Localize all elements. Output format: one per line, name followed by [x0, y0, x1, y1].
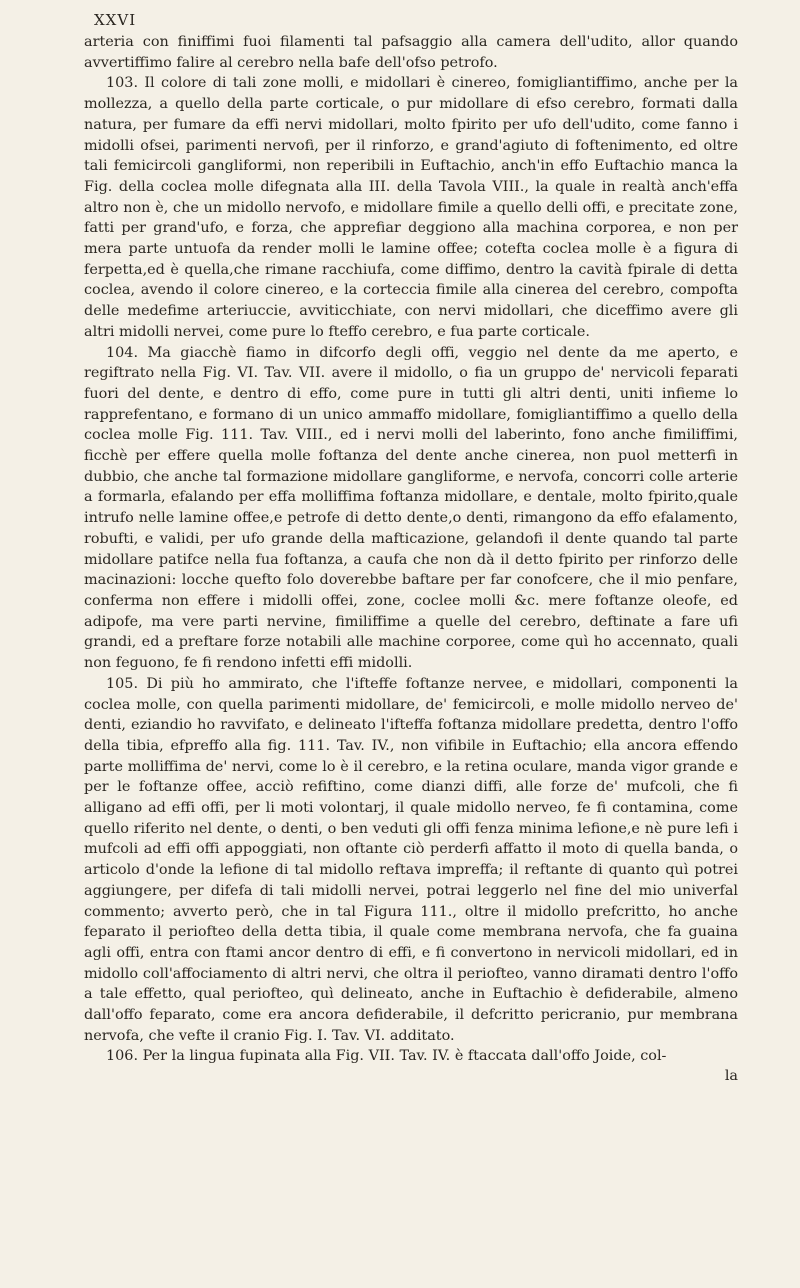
paragraph-text: Per la lingua fupinata alla Fig. VII. Tav. IV. è ftaccata dall'offo Joide, col-: [142, 1048, 667, 1065]
paragraph-number: 104.: [106, 344, 139, 361]
paragraph-number: 105.: [106, 675, 139, 692]
paragraph-text: Ma giacchè fiamo in difcorfo degli offi, veggio nel dente da me aperto, e regiftrato nella Fig. VI. Tav. VII. avere il midollo, o fia un gruppo de' nervicoli feparati fuori del dente, e dentro di effo, come pure in tutti gli altri denti, uniti infieme lo rapprefentano, e formano di un unico ammaffo midollare, fomigliantiffimo a quello della coclea molle Fig. 111. Tav. VIII., ed i nervi molli del laberinto, fono anche fimiliffimi, ficchè per effere quella molle foftanza del dente anche cinerea, non puol metterfi in dubbio, che anche tal formazione midollare gangliforme, e nervofa, concorri colle arterie a formarla, efalando per effa molliffima foftanza midollare, e dentale, molto fpirito,quale intrufo nelle lamine offee,e petrofe di detto dente,o denti, rimangono da effo efalamento, robufti, e validi, per ufo grande della mafticazione, gelandofi il dente quando tal parte midollare patifce nella fua foftanza, a caufa che non dà il detto fpirito per rinforzo delle macinazioni: locche quefto folo doverebbe baftare per far conofcere, che il mio penfare, conferma non effere i midolli offei, zone, coclee molli &c. mere foftanze oleofe, ed adipofe, ma vere parti nervine, fimiliffime a quelle del cerebro, deftinate a fare ufi grandi, ed a preftare forze notabili alle machine corporee, come quì ho accennato, quali non feguono, fe fi rendono infetti effi midolli.: [84, 344, 738, 672]
paragraph: [84, 343, 738, 674]
page-number-header: XXVI: [94, 11, 137, 29]
paragraph-number: 106.: [106, 1048, 139, 1065]
paragraph: [84, 1046, 738, 1067]
paragraph-text: Il colore di tali zone molli, e midollari è cinereo, fomigliantiffimo, anche per la mollezza, a quello della parte corticale, o pur midollare di efso cerebro, formati dalla natura, per fumare da effi nervi midollari, molto fpirito per ufo dell'udito, come fanno i midolli ofsei, parimenti nervofi, per il rinforzo, e grand'agiuto di foftenimento, ed oltre tali femicircoli gangliformi, non reperibili in Euftachio, anch'in effo Euftachio manca la Fig. della coclea molle difegnata alla III. della Tavola VIII., la quale in realtà anch'effa altro non è, che un midollo nervofo, e midollare fimile a quello delli offi, e precitate zone, fatti per grand'ufo, e forza, che apprefiar deggiono alla machina corporea, e non per mera parte untuofa da render molli le lamine offee; cotefta coclea molle è a figura di ferpetta,ed è quella,che rimane racchiufa, come diffimo, dentro la cavità fpirale di detta coclea, avendo il colore cinereo, e la corteccia fimile alla cinerea del cerebro, compofta delle medefime arteriuccie, avviticchiate, con nervi midollari, che diceffimo avere gli altri midolli nervei, come pure lo fteffo cerebro, e fua parte corticale.: [84, 75, 738, 340]
paragraph: [84, 32, 738, 73]
paragraph-text: arteria con finiffimi fuoi filamenti tal pafsaggio alla camera dell'udito, allor quando avvertiffimo falire al cerebro nella bafe dell'ofso petrofo.: [84, 34, 738, 71]
paragraph-number: 103.: [106, 75, 139, 92]
paragraph-text: Di più ho ammirato, che l'ifteffe foftanze nervee, e midollari, componenti la coclea molle, con quella parimenti midollare, de' femicircoli, e molle midollo nerveo de' denti, eziandio ho ravvifato, e delineato l'ifteffa foftanza midollare predetta, dentro l'offo della tibia, efpreffo alla fig. 111. Tav. IV., non vifibile in Euftachio; ella ancora effendo parte molliffima de' nervi, come lo è il cerebro, e la retina oculare, manda vigor grande e per le foftanze offee, acciò refiftino, come dianzi diffi, alle forze de' mufcoli, che fi alligano ad effi offi, per li moti volontarj, il quale midollo nerveo, fe fi contamina, come quello riferito nel dente, o denti, o ben veduti gli offi fenza minima lefione,e nè pure lefi i mufcoli ad effi offi appoggiati, non oftante ciò perderfi affatto il moto di quella banda, o articolo d'onde la lefione di tal midollo reftava impreffa; il reftante di quanto quì potrei aggiungere, per difefa di tali midolli nervei, potrai leggerlo nel fine del mio univerfal commento; avverto però, che in tal Figura 111., oltre il midollo prefcritto, ho anche feparato il periofteo della detta tibia, il quale come membrana nervofa, che fa guaina agli offi, entra con ftami ancor dentro di effi, e fi convertono in nervicoli midollari, ed in midollo coll'affociamento di altri nervi, che oltra il periofteo, vanno diramati dentro l'offo a tale effetto, qual periofteo, quì delineato, anche in Euftachio è defiderabile, almeno dall'offo feparato, come era ancora defiderabile, il defcritto pericranio, pur membrana nervofa, che vefte il cranio Fig. I. Tav. VI. additato.: [84, 675, 738, 1044]
catchword: la: [724, 1068, 738, 1085]
paragraph: [84, 73, 738, 342]
paragraph: [84, 674, 738, 1047]
body-text: [84, 32, 738, 1067]
